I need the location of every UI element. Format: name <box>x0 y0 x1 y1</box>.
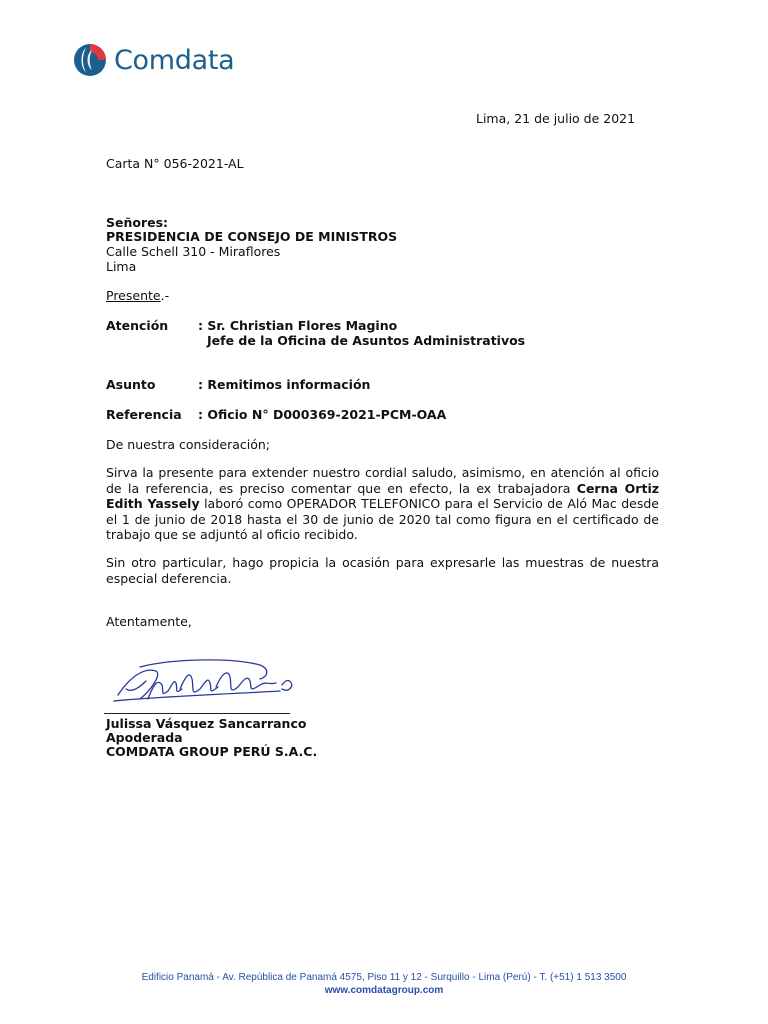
presente-suffix: .- <box>160 288 170 303</box>
recipient-address: Calle Schell 310 - Miraflores <box>106 244 281 259</box>
reference-label: Referencia <box>106 407 182 422</box>
letter-number: Carta N° 056-2021-AL <box>106 156 244 171</box>
reference-value: : Oficio N° D000369-2021-PCM-OAA <box>198 407 447 422</box>
recipient-organization: PRESIDENCIA DE CONSEJO DE MINISTROS <box>106 229 398 244</box>
para1-text-b: laboró como OPERADOR TELEFONICO para el Servicio de Aló Mac desde el 1 de junio de 2018 hasta el 30 de junio de 2020 tal como figura en el certificado de trabajo que se adjuntó al oficio recibido. <box>106 496 659 542</box>
signer-role: Apoderada <box>106 730 183 745</box>
attention-label: Atención <box>106 318 169 333</box>
footer-website: www.comdatagroup.com <box>324 985 444 996</box>
handwritten-signature <box>110 655 300 713</box>
footer-address: Edificio Panamá - Av. República de Panamá 4575, Piso 11 y 12 - Surquillo - Lima (Perú) - T. (+51) 1 513 3500 <box>141 972 627 983</box>
body-paragraph-2: Sin otro particular, hago propicia la ocasión para expresarle las muestras de nuestra especial deferencia. <box>106 555 659 586</box>
para1-text-a: Sirva la presente para extender nuestro cordial saludo, asimismo, en atención al oficio de la referencia, es preciso comentar que en efecto, la ex trabajadora <box>106 465 659 496</box>
closing: Atentamente, <box>106 614 192 629</box>
attention-value: : Sr. Christian Flores Magino <box>198 318 398 333</box>
salutation: Señores: <box>106 215 169 230</box>
attention-title: Jefe de la Oficina de Asuntos Administrativos <box>207 333 526 348</box>
logo-wordmark: Comdata <box>114 44 235 76</box>
date-line: Lima, 21 de julio de 2021 <box>476 111 636 126</box>
subject-value: : Remitimos información <box>198 377 371 392</box>
presente-word: Presente <box>106 288 161 303</box>
company-logo <box>72 40 234 80</box>
subject-label: Asunto <box>106 377 156 392</box>
presente-line <box>106 288 169 303</box>
comdata-logo-icon <box>72 42 108 78</box>
greeting: De nuestra consideración; <box>106 437 270 452</box>
recipient-city: Lima <box>106 259 137 274</box>
signer-company: COMDATA GROUP PERÚ S.A.C. <box>106 744 318 759</box>
signer-name: Julissa Vásquez Sancarranco <box>106 716 307 731</box>
employee-name: Cerna Ortiz Edith Yassely <box>106 480 659 511</box>
body-paragraph-1 <box>106 465 659 543</box>
signature-line <box>104 713 290 714</box>
